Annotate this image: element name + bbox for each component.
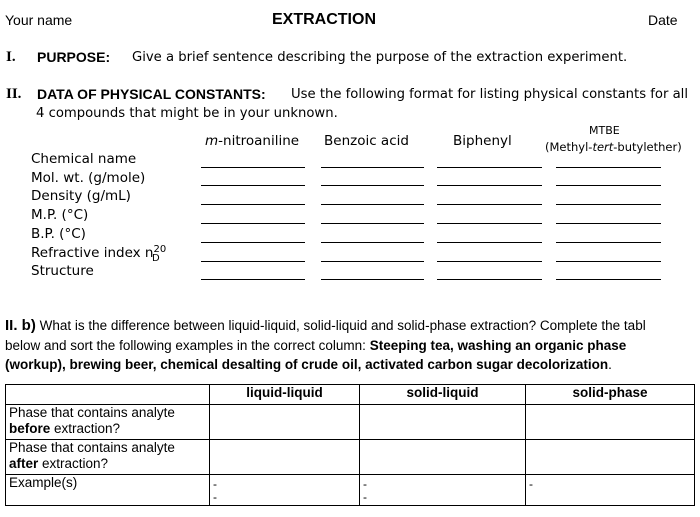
dash-marker: - xyxy=(213,477,217,491)
refractive-index-text: Refractive index n xyxy=(31,245,154,261)
cell-examples-solid-liquid[interactable] xyxy=(360,475,526,506)
section-2b-question: What is the difference between liquid-liquid, solid-liquid and solid-phase extraction? Complete the tabl xyxy=(39,318,646,333)
meta-prefix: m xyxy=(205,133,219,149)
blank-line-r1-c4[interactable] xyxy=(556,167,661,168)
table-row xyxy=(6,405,695,440)
section-2b-line3-examples: (workup), brewing beer, chemical desalting of crude oil, activated carbon sugar decolorization xyxy=(5,357,609,372)
blank-line-r2-c2[interactable] xyxy=(321,185,424,186)
row-label-structure: Structure xyxy=(31,263,94,279)
blank-line-r2-c4[interactable] xyxy=(556,185,661,186)
blank-line-r7-c4[interactable] xyxy=(556,279,661,280)
blank-line-r1-c3[interactable] xyxy=(437,167,542,168)
refractive-index-subscript: D xyxy=(152,253,160,264)
blank-line-r6-c4[interactable] xyxy=(556,261,661,262)
phase-after-text: Phase that contains analyte xyxy=(9,440,175,455)
dash-marker: - xyxy=(213,490,217,504)
compound-header-mtbe-top: MTBE xyxy=(589,124,620,137)
row-label-phase-after xyxy=(6,440,210,475)
blank-line-r6-c2[interactable] xyxy=(321,261,424,262)
row-label-refractive-index xyxy=(31,244,167,264)
section-1-text: Give a brief sentence describing the purpose of the extraction experiment. xyxy=(132,50,628,65)
refractive-index-superscript: 20 xyxy=(153,244,167,255)
section-2-heading: DATA OF PHYSICAL CONSTANTS: xyxy=(37,86,266,102)
blank-line-r5-c3[interactable] xyxy=(437,242,542,243)
your-name-label: Your name xyxy=(5,12,73,28)
blank-line-r5-c1[interactable] xyxy=(201,242,305,243)
header-solid-liquid: solid-liquid xyxy=(360,385,526,405)
extraction-table xyxy=(5,384,695,506)
section-2b-line2 xyxy=(5,338,626,353)
blank-line-r4-c1[interactable] xyxy=(201,223,305,224)
row-label-mol-wt: Mol. wt. (g/mole) xyxy=(31,170,146,186)
cell-before-solid-liquid[interactable] xyxy=(360,405,526,440)
cell-examples-liquid-liquid[interactable] xyxy=(210,475,360,506)
blank-line-r6-c1[interactable] xyxy=(201,261,305,262)
row-label-examples: Example(s) xyxy=(6,475,210,506)
section-2b-line2-text: below and sort the following examples in the correct column: xyxy=(5,338,366,353)
compound-1-name: -nitroaniline xyxy=(218,133,300,149)
row-label-bp: B.P. (°C) xyxy=(31,226,86,242)
cell-before-solid-phase[interactable] xyxy=(526,405,695,440)
compound-header-benzoic-acid: Benzoic acid xyxy=(324,133,409,149)
cell-after-solid-phase[interactable] xyxy=(526,440,695,475)
phase-before-text: Phase that contains analyte xyxy=(9,405,175,420)
cell-after-solid-liquid[interactable] xyxy=(360,440,526,475)
blank-line-r4-c2[interactable] xyxy=(321,223,424,224)
blank-line-r1-c2[interactable] xyxy=(321,167,424,168)
dash-marker: - xyxy=(363,490,367,504)
phase-before-keyword: before xyxy=(9,421,51,436)
compound-header-mtbe-full xyxy=(545,140,682,154)
cell-after-liquid-liquid[interactable] xyxy=(210,440,360,475)
blank-line-r3-c2[interactable] xyxy=(321,204,424,205)
phase-after-end: extraction? xyxy=(42,456,109,471)
blank-line-r4-c3[interactable] xyxy=(437,223,542,224)
mtbe-part-a: (Methyl- xyxy=(545,140,593,154)
blank-line-r2-c3[interactable] xyxy=(437,185,542,186)
blank-line-r1-c1[interactable] xyxy=(201,167,305,168)
mtbe-part-c: -butylether) xyxy=(613,140,682,154)
blank-line-r5-c2[interactable] xyxy=(321,242,424,243)
cell-before-liquid-liquid[interactable] xyxy=(210,405,360,440)
blank-line-r5-c4[interactable] xyxy=(556,242,661,243)
header-liquid-liquid: liquid-liquid xyxy=(210,385,360,405)
section-2b-line3 xyxy=(5,357,612,372)
blank-line-r7-c2[interactable] xyxy=(321,279,424,280)
blank-line-r3-c3[interactable] xyxy=(437,204,542,205)
blank-line-r2-c1[interactable] xyxy=(201,185,305,186)
table-header-row xyxy=(6,385,695,405)
section-2b-line2-examples: Steeping tea, washing an organic phase xyxy=(369,338,627,353)
section-1-numeral: I. xyxy=(6,49,16,65)
section-2-numeral: II. xyxy=(6,86,22,102)
phase-before-end: extraction? xyxy=(54,421,121,436)
section-2-text-line1: Use the following format for listing physical constants for all xyxy=(291,87,688,102)
header-solid-phase: solid-phase xyxy=(526,385,695,405)
dash-marker: - xyxy=(529,477,533,491)
date-label: Date xyxy=(648,12,678,28)
blank-line-r3-c4[interactable] xyxy=(556,204,661,205)
section-1-heading: PURPOSE: xyxy=(37,49,111,65)
table-corner-cell xyxy=(6,385,210,405)
blank-line-r7-c1[interactable] xyxy=(201,279,305,280)
row-label-mp: M.P. (°C) xyxy=(31,207,89,223)
section-2b-line1 xyxy=(5,317,646,334)
table-row xyxy=(6,440,695,475)
blank-line-r4-c4[interactable] xyxy=(556,223,661,224)
cell-examples-solid-phase[interactable] xyxy=(526,475,695,506)
row-label-chemical-name: Chemical name xyxy=(31,151,137,167)
page-title: EXTRACTION xyxy=(272,11,376,28)
blank-line-r3-c1[interactable] xyxy=(201,204,305,205)
table-row xyxy=(6,475,695,506)
mtbe-part-b: tert xyxy=(592,140,614,154)
row-label-density: Density (g/mL) xyxy=(31,188,131,204)
compound-header-m-nitroaniline xyxy=(205,133,299,149)
dash-marker: - xyxy=(363,477,367,491)
section-2b-line3-period: . xyxy=(608,357,612,372)
phase-after-keyword: after xyxy=(9,456,39,471)
section-2b-label: II. b) xyxy=(5,317,36,334)
blank-line-r7-c3[interactable] xyxy=(437,279,542,280)
section-2-text-line2: 4 compounds that might be in your unknown. xyxy=(36,106,338,121)
row-label-phase-before xyxy=(6,405,210,440)
blank-line-r6-c3[interactable] xyxy=(437,261,542,262)
compound-header-biphenyl: Biphenyl xyxy=(453,133,512,149)
